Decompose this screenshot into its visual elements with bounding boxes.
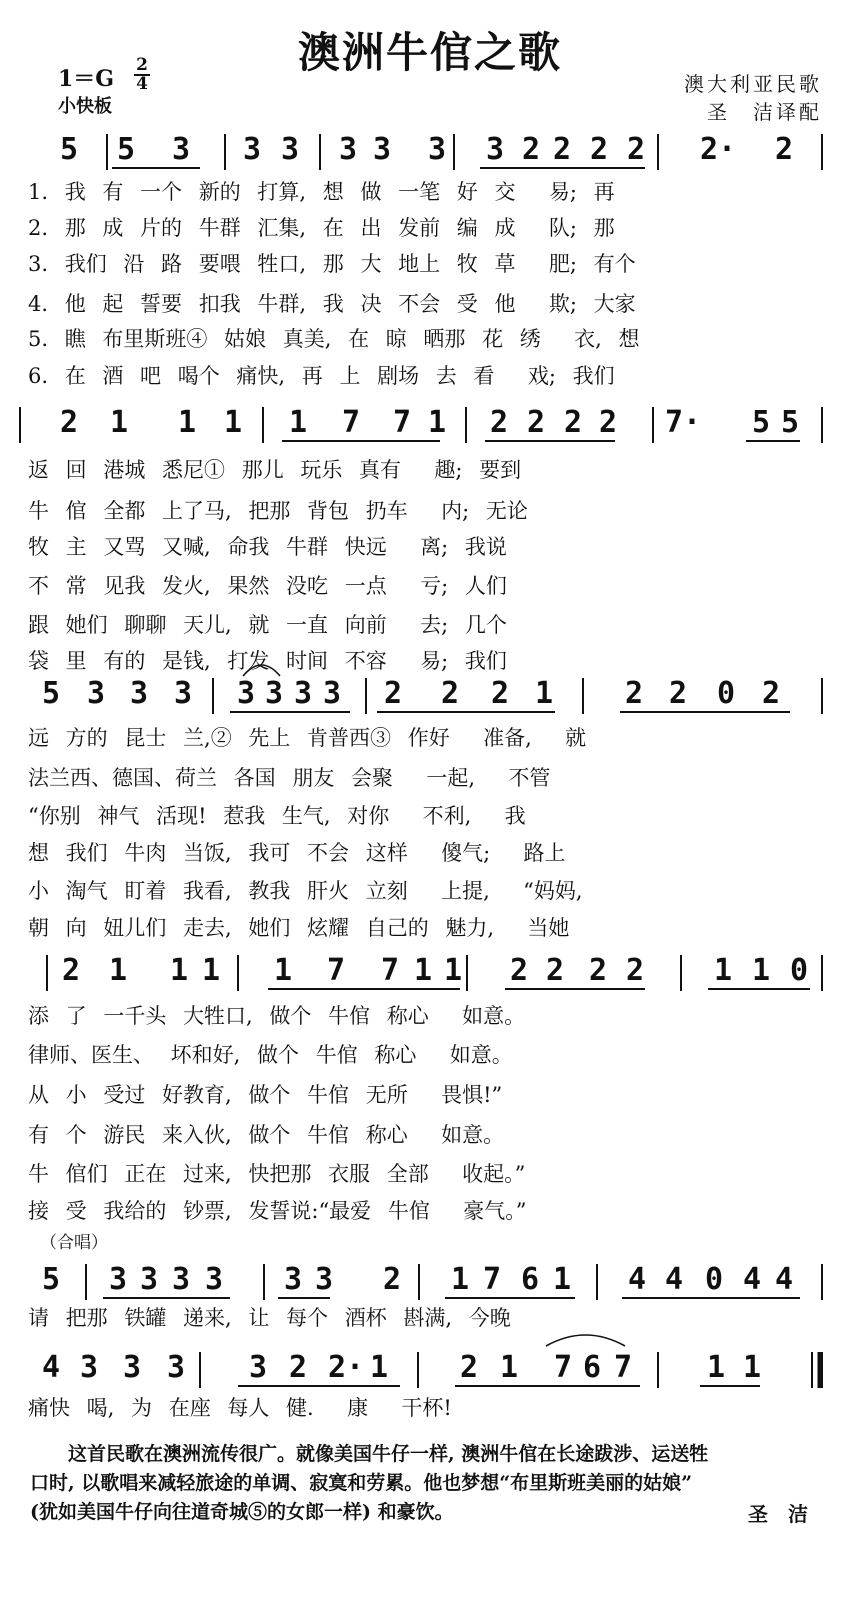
- note-digit: 2: [564, 405, 583, 440]
- note-digit: 2: [590, 132, 609, 167]
- lyric-line: 牛 倌 全都 上了马, 把那 背包 扔车 内; 无论: [28, 499, 528, 523]
- note-digit: 3: [174, 676, 193, 711]
- lyric-line: 朝 向 妞儿们 走去, 她们 炫耀 自己的 魅力, 当她: [28, 916, 570, 940]
- note-digit: 5: [117, 132, 136, 167]
- note-digit: 3: [284, 1262, 303, 1297]
- note-digit: 3: [205, 1262, 224, 1297]
- note-digit: 7: [342, 405, 361, 440]
- note-digit: 3: [167, 1350, 186, 1385]
- note-digit: 2: [553, 132, 572, 167]
- lyric-line: 法兰西、德国、荷兰 各国 朋友 会聚 一起, 不管: [28, 766, 551, 790]
- note-digit: 3: [123, 1350, 142, 1385]
- time-bottom: 4: [134, 74, 150, 93]
- note-digit: 2: [669, 676, 688, 711]
- note-digit: 5: [42, 1262, 61, 1297]
- note-digit: 6: [521, 1262, 540, 1297]
- note-digit: 3: [172, 1262, 191, 1297]
- note-digit: 2: [510, 953, 529, 988]
- lyric-line: 添 了 一千头 大牲口, 做个 牛倌 称心 如意。: [28, 1004, 526, 1028]
- note-digit: 1: [500, 1350, 519, 1385]
- lyric-line: 跟 她们 聊聊 天儿, 就 一直 向前 去; 几个: [28, 613, 507, 637]
- note-digit: 2: [383, 1262, 402, 1297]
- note-digit: 2: [441, 676, 460, 711]
- note-digit: 1: [743, 1350, 762, 1385]
- lyric-line: 袋 里 有的 是钱, 打发 时间 不容 易; 我们: [28, 649, 507, 673]
- note-digit: 7: [393, 405, 412, 440]
- note-digit: 2: [522, 132, 541, 167]
- lyric-line: 4. 他 起 誓要 扣我 牛群, 我 决 不会 受 他 欺; 大家: [28, 292, 636, 316]
- note-digit: 4: [775, 1262, 794, 1297]
- note-digit: 1: [451, 1262, 470, 1297]
- note-digit: 3: [109, 1262, 128, 1297]
- note-digit: 1: [274, 953, 293, 988]
- note-digit: 2: [546, 953, 565, 988]
- lyric-line: 牧 主 又骂 又喊, 命我 牛群 快远 离; 我说: [28, 535, 507, 559]
- note-digit: 2·: [328, 1350, 365, 1385]
- note-digit: 3: [294, 676, 313, 711]
- song-title: 澳洲牛倌之歌: [297, 28, 562, 77]
- note-digit: 2: [762, 676, 781, 711]
- note-digit: 7: [381, 953, 400, 988]
- note-digit: 3: [87, 676, 106, 711]
- note-digit: 1: [289, 405, 308, 440]
- note-digit: 1: [752, 953, 771, 988]
- note-digit: 3: [172, 132, 191, 167]
- note-digit: 4: [628, 1262, 647, 1297]
- lyric-line: 5. 瞧 布里斯班④ 姑娘 真美, 在 晾 晒那 花 绣 衣, 想: [28, 327, 640, 351]
- note-digit: 2: [589, 953, 608, 988]
- note-digit: 1: [714, 953, 733, 988]
- note-digit: 7: [554, 1350, 573, 1385]
- lyric-line: 3. 我们 沿 路 要喂 牲口, 那 大 地上 牧 草 肥; 有个: [28, 252, 636, 276]
- note-digit: 2: [627, 132, 646, 167]
- note-digit: 3: [130, 676, 149, 711]
- lyric-line: 不 常 见我 发火, 果然 没吃 一点 亏; 人们: [28, 574, 507, 598]
- note-digit: 2·: [700, 132, 737, 167]
- note-digit: 7: [614, 1350, 633, 1385]
- note-digit: 2: [460, 1350, 479, 1385]
- lyric-line: 痛快 喝, 为 在座 每人 健. 康 干杯!: [28, 1396, 452, 1420]
- note-digit: 3: [281, 132, 300, 167]
- lyric-line: 远 方的 昆士 兰,② 先上 肯普西③ 作好 准备, 就: [28, 726, 587, 750]
- note-digit: 5: [752, 405, 771, 440]
- note-digit: 1: [178, 405, 197, 440]
- lyric-line: 小 淘气 盯着 我看, 教我 肝火 立刻 上提, “妈妈,: [28, 879, 583, 903]
- note-digit: 1: [370, 1350, 389, 1385]
- note-digit: 3: [237, 676, 256, 711]
- note-digit: 7: [327, 953, 346, 988]
- lyric-line: 1. 我 有 一个 新的 打算, 想 做 一笔 好 交 易; 再: [28, 180, 615, 204]
- lyric-line: 请 把那 铁罐 递来, 让 每个 酒杯 斟满, 今晚: [28, 1306, 511, 1330]
- footnote-line: 这首民歌在澳洲流传很广。就像美国牛仔一样, 澳洲牛倌在长途跋涉、运送牲: [30, 1443, 709, 1465]
- note-digit: 2: [62, 953, 81, 988]
- note-digit: 3: [373, 132, 392, 167]
- slur-mark: [546, 1335, 625, 1346]
- note-digit: 5: [60, 132, 79, 167]
- note-digit: 1: [535, 676, 554, 711]
- note-digit: 5: [781, 405, 800, 440]
- note-digit: 2: [289, 1350, 308, 1385]
- note-digit: 1: [202, 953, 221, 988]
- note-digit: 1: [444, 953, 463, 988]
- lyric-line: 想 我们 牛肉 当饭, 我可 不会 这样 傻气; 路上: [28, 841, 566, 865]
- lyric-line: 返 回 港城 悉尼① 那儿 玩乐 真有 趣; 要到: [28, 458, 522, 482]
- lyric-line: 6. 在 酒 吧 喝个 痛快, 再 上 剧场 去 看 戏; 我们: [28, 364, 615, 388]
- note-digit: 2: [384, 676, 403, 711]
- note-digit: 1: [553, 1262, 572, 1297]
- lyric-line: 牛 倌们 正在 过来, 快把那 衣服 全部 收起。”: [28, 1162, 526, 1186]
- lyric-line: 律师、医生、 坏和好, 做个 牛倌 称心 如意。: [28, 1043, 513, 1067]
- note-digit: 1: [428, 405, 447, 440]
- lyric-line: 2. 那 成 片的 牛群 汇集, 在 出 发前 编 成 队; 那: [28, 216, 615, 240]
- note-digit: 3: [243, 132, 262, 167]
- note-digit: 3: [140, 1262, 159, 1297]
- note-digit: 2: [775, 132, 794, 167]
- note-digit: 7·: [665, 405, 702, 440]
- note-digit: 3: [323, 676, 342, 711]
- chorus-label: （合唱）: [40, 1233, 108, 1253]
- note-digit: 2: [599, 405, 618, 440]
- note-digit: 5: [42, 676, 61, 711]
- lyric-line: 接 受 我给的 钞票, 发誓说:“最爱 牛倌 豪气。”: [28, 1199, 527, 1223]
- translator-credit: 圣 洁译配: [707, 100, 822, 124]
- note-digit: 4: [42, 1350, 61, 1385]
- note-digit: 0: [705, 1262, 724, 1297]
- note-digit: 3: [80, 1350, 99, 1385]
- note-digit: 3: [315, 1262, 334, 1297]
- note-digit: 2: [625, 676, 644, 711]
- tempo-marking: 小快板: [58, 96, 112, 117]
- note-digit: 6: [583, 1350, 602, 1385]
- note-digit: 2: [626, 953, 645, 988]
- note-digit: 3: [428, 132, 447, 167]
- note-digit: 2: [60, 405, 79, 440]
- time-signature: [134, 57, 150, 93]
- origin-credit: 澳大利亚民歌: [684, 72, 822, 96]
- note-digit: 1: [414, 953, 433, 988]
- footnote-line: (犹如美国牛仔向往道奇城⑤的女郎一样) 和豪饮。: [30, 1501, 454, 1523]
- note-digit: 1: [110, 405, 129, 440]
- note-digit: 4: [743, 1262, 762, 1297]
- note-digit: 1: [224, 405, 243, 440]
- note-digit: 7: [483, 1262, 502, 1297]
- note-digit: 3: [249, 1350, 268, 1385]
- note-digit: 0: [717, 676, 736, 711]
- note-digit: 2: [527, 405, 546, 440]
- lyric-line: 有 个 游民 来入伙, 做个 牛倌 称心 如意。: [28, 1123, 505, 1147]
- note-digit: 1: [707, 1350, 726, 1385]
- note-digit: 3: [265, 676, 284, 711]
- key-signature: 1＝G: [58, 66, 115, 92]
- note-digit: 0: [790, 953, 809, 988]
- footnote-paragraph: [30, 1440, 830, 1527]
- note-digit: 3: [339, 132, 358, 167]
- footnote-line: 口时, 以歌唱来减轻旅途的单调、寂寞和劳累。他也梦想“布里斯班美丽的姑娘”: [30, 1472, 693, 1494]
- note-digit: 2: [491, 676, 510, 711]
- note-digit: 3: [486, 132, 505, 167]
- footnote-signature: 圣 洁: [748, 1502, 808, 1526]
- note-digit: 1: [109, 953, 128, 988]
- note-digit: 4: [665, 1262, 684, 1297]
- lyric-line: “你别 神气 活现! 惹我 生气, 对你 不利, 我: [28, 804, 526, 828]
- lyric-line: 从 小 受过 好教育, 做个 牛倌 无所 畏惧!”: [28, 1083, 503, 1107]
- note-digit: 1: [170, 953, 189, 988]
- note-digit: 2: [490, 405, 509, 440]
- time-top: 2: [136, 55, 148, 75]
